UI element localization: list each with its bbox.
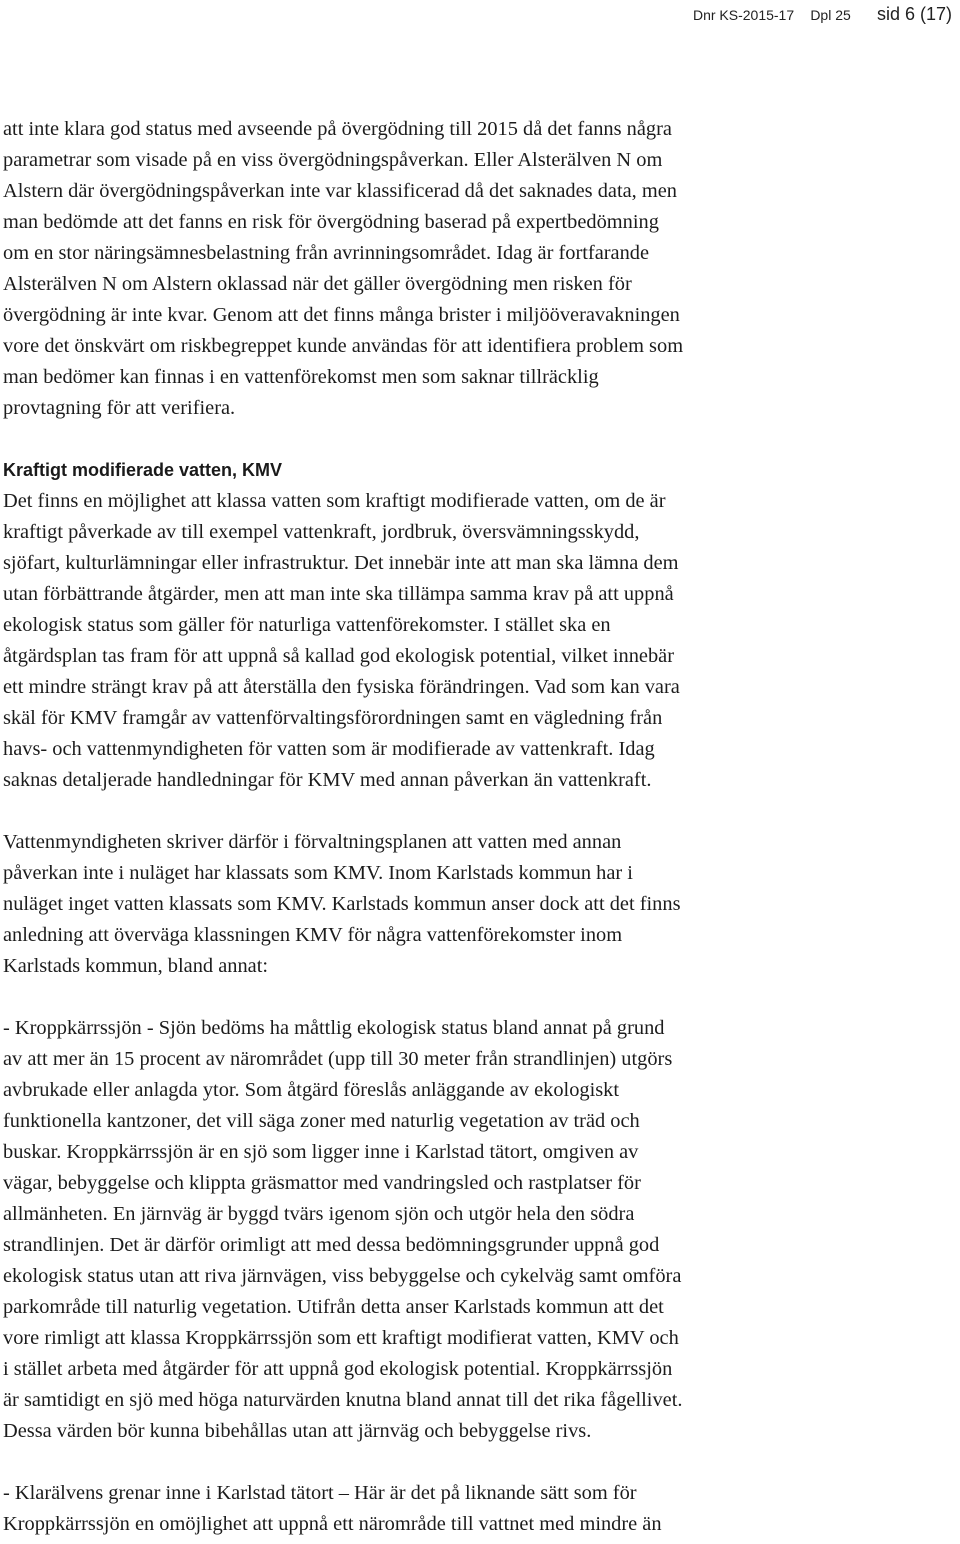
document-body: [3, 114, 958, 1540]
page-number: sid 6 (17): [876, 4, 952, 24]
page-header: [693, 4, 952, 25]
document-number: Dnr KS-2015-17: [692, 7, 795, 23]
section-heading: Kraftigt modifierade vatten, KMV: [3, 460, 283, 480]
paragraph-kroppkarrssjon: - Kroppkärrssjön - Sjön bedöms ha måttlig ekologisk status bland annat på grund av att mer än 15 procent av närområdet (upp till 30 meter från strandlinjen) utgörs avbrukade eller anlagda ytor. Som åtgärd föreslås anläggande av ekologiskt funktionella kantzoner, det vill säga zoner med naturlig vegetation av träd och buskar. Kroppkärrssjön är en sjö som ligger inne i Karlstad tätort, omgiven av vägar, bebyggelse och klippta gräsmattor med vandringsled och rastplatser för allmänheten. En järnväg är byggd tvärs igenom sjön och utgör hela den södra strandlinjen. Det är därför orimligt att med dessa bedömningsgrunder uppnå god ekologisk status utan att riva järnvägen, viss bebyggelse och cykelväg samt omföra parkområde till naturlig vegetation. Utifrån detta anser Karlstads kommun att det vore rimligt att klassa Kroppkärrssjön som ett kraftigt modifierat vatten, KMV och i stället arbeta med åtgärder för att uppnå god ekologisk potential. Kroppkärrssjön är samtidigt en sjö med höga naturvärden knutna bland annat till det rika fågellivet. Dessa värden bör kunna bibehållas utan att järnväg och bebyggelse rivs.: [3, 1017, 683, 1442]
document-part: Dpl 25: [810, 7, 851, 23]
paragraph-intro: att inte klara god status med avseende på övergödning till 2015 då det fanns några parametrar som visade på en viss övergödningspåverkan. Eller Alsterälven N om Alstern där övergödningspåverkan inte var klassificerad då det saknades data, men man bedömde att det fanns en risk för övergödning baserad på expertbedömning om en stor näringsämnesbelastning från avrinningsområdet. Idag är fortfarande Alsterälven N om Alstern oklassad när det gäller övergödning men risken för övergödning är inte kvar. Genom att det finns många brister i miljööveravakningen vore det önskvärt om riskbegreppet kunde användas för att identifiera problem som man bedömer kan finnas i en vattenförekomst men som saknar tillräcklig provtagning för att verifiera.: [3, 118, 684, 419]
paragraph-kmv-definition: Det finns en möjlighet att klassa vatten som kraftigt modifierade vatten, om de är kraftigt påverkade av till exempel vattenkraft, jordbruk, översvämningsskydd, sjöfart, kulturlämningar eller infrastruktur. Det innebär inte att man ska lämna dem utan förbättrande åtgärder, men att man inte ska tillämpa samma krav på att uppnå ekologisk status som gäller för naturliga vattenförekomster. I stället ska en åtgärdsplan tas fram för att uppnå så kallad god ekologisk potential, vilket innebär ett mindre strängt krav på att återställa den fysiska förändringen. Vad som kan vara skäl för KMV framgår av vattenförvaltingsförordningen samt en vägledning från havs- och vattenmyndigheten för vatten som är modifierade av vattenkraft. Idag saknas detaljerade handledningar för KMV med annan påverkan än vattenkraft.: [3, 490, 680, 791]
paragraph-vattenmyndigheten: Vattenmyndigheten skriver därför i förvaltningsplanen att vatten med annan påverkan inte i nuläget har klassats som KMV. Inom Karlstads kommun har i nuläget inget vatten klassats som KMV. Karlstads kommun anser dock att det finns anledning att överväga klassningen KMV för några vattenförekomster inom Karlstads kommun, bland annat:: [3, 831, 681, 977]
paragraph-klaralven: - Klarälvens grenar inne i Karlstad tätort – Här är det på liknande sätt som för Kroppkärrssjön en omöjlighet att uppnå ett närområde till vattnet med mindre än: [3, 1482, 662, 1535]
